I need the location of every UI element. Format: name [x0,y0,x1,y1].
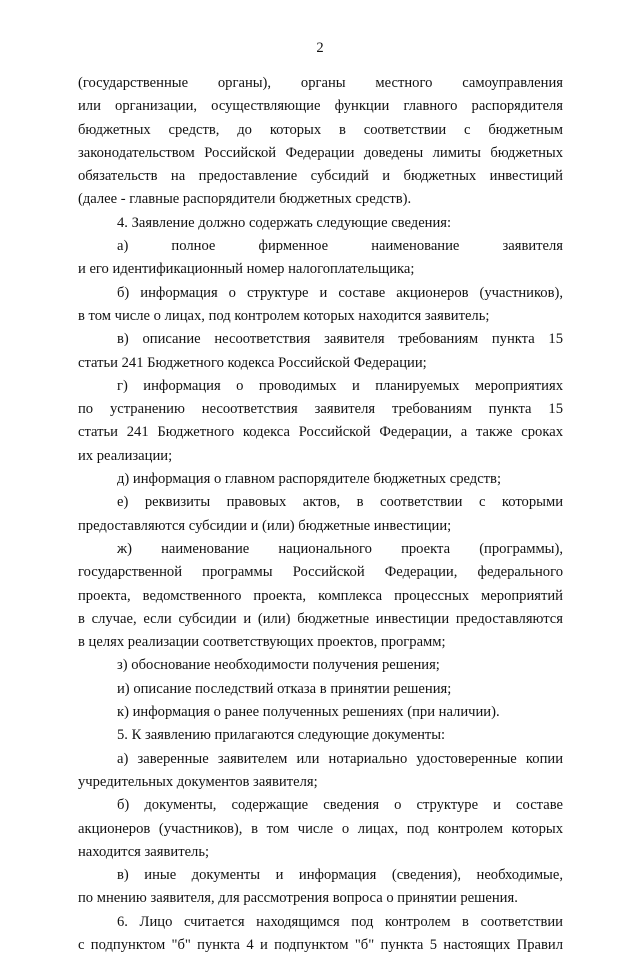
text-line: в том числе о лицах, под контролем которых находится заявитель; [78,307,490,324]
text-line: или организации, осуществляющие функции главного распорядителя [78,98,563,115]
text-line: в) описание несоответствия заявителя требованиям пункта 15 [117,331,563,348]
text-line: государственной программы Российской Федерации, федерального [78,564,563,581]
text-line: б) информация о структуре и составе акционеров (участников), [117,284,563,301]
text-line: к) информация о ранее полученных решениях (при наличии). [117,704,500,721]
text-line: а) заверенные заявителем или нотариально удостоверенные копии [117,750,563,767]
page-number: 2 [316,40,324,56]
text-line: в целях реализации соответствующих проектов, программ; [78,634,446,651]
text-line: статьи 241 Бюджетного кодекса Российской Федерации, а также сроках [78,424,563,441]
text-line: (государственные органы), органы местного самоуправления [78,75,563,91]
text-line: акционеров (участников), в том числе о лицах, под контролем которых [78,820,563,837]
text-line: статьи 241 Бюджетного кодекса Российской Федерации; [78,354,427,371]
text-line: а) полное фирменное наименование заявителя [117,238,563,255]
text-line: и) описание последствий отказа в принятии решения; [117,680,452,697]
text-line: по мнению заявителя, для рассмотрения вопроса о принятии решения. [78,890,518,907]
text-line: ж) наименование национального проекта (программы), [117,540,563,557]
text-line: г) информация о проводимых и планируемых мероприятиях [117,377,563,394]
text-line: 5. К заявлению прилагаются следующие документы: [117,727,446,744]
text-line: 6. Лицо считается находящимся под контролем в соответствии [117,913,563,930]
text-line: е) реквизиты правовых актов, в соответствии с которыми [117,494,563,511]
text-line: (далее - главные распорядители бюджетных средств). [78,191,412,208]
text-line: д) информация о главном распорядителе бюджетных средств; [117,471,501,488]
text-line: с подпунктом "б" пункта 4 и подпунктом "б" пункта 5 настоящих Правил [78,936,563,953]
text-line: их реализации; [78,447,173,464]
text-line: законодательством Российской Федерации доведены лимиты бюджетных [78,144,563,161]
text-line: предоставляются субсидии и (или) бюджетные инвестиции; [78,517,452,534]
text-line: 4. Заявление должно содержать следующие сведения: [117,214,452,231]
text-line: бюджетных средств, до которых в соответствии с бюджетным [78,121,563,138]
text-line: проекта, ведомственного проекта, комплекса процессных мероприятий [78,587,563,604]
text-line: и его идентификационный номер налогоплательщика; [78,261,415,278]
text-line: обязательств на предоставление субсидий и бюджетных инвестиций [78,168,563,185]
text-line: б) документы, содержащие сведения о структуре и составе [117,797,563,814]
document-body [78,72,563,957]
text-line: учредительных документов заявителя; [78,773,318,790]
text-line: в случае, если субсидии и (или) бюджетные инвестиции предоставляются [78,610,563,627]
text-line: в) иные документы и информация (сведения), необходимые, [117,867,563,884]
text-line: находится заявитель; [78,843,210,860]
text-line: з) обоснование необходимости получения решения; [117,657,440,674]
text-line: по устранению несоответствия заявителя требованиям пункта 15 [78,401,563,418]
